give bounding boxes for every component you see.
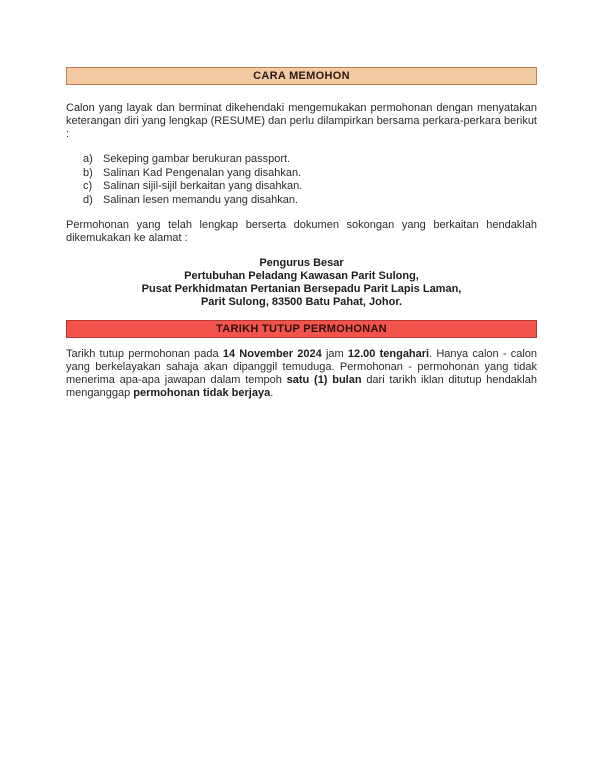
submit-instruction-paragraph: Permohonan yang telah lengkap berserta dokumen sokongan yang berkaitan hendaklah dikemukakan ke alamat : — [66, 219, 537, 244]
list-item-text: Salinan Kad Pengenalan yang disahkan. — [103, 166, 302, 179]
list-item-marker: a) — [83, 153, 93, 165]
list-item-marker: d) — [83, 193, 93, 206]
mailing-address — [66, 257, 537, 309]
list-item-marker: b) — [83, 166, 93, 179]
list-item-text: Sekeping gambar berukuran passport. — [103, 153, 291, 165]
address-line: Pertubuhan Peladang Kawasan Parit Sulong, — [184, 270, 419, 282]
intro-paragraph: Calon yang layak dan berminat dikehendaki mengemukakan permohonan dengan menyatakan keterangan diri yang lengkap (RESUME) dan perlu dilampirkan bersama perkara-perkara berikut : — [66, 102, 537, 140]
closing-date-paragraph: Tarikh tutup permohonan pada 14 November 2024 jam 12.00 tengahari. Hanya calon - calon yang berkelayakan sahaja akan dipanggil temuduga. Permohonan - permohonan yang tidak menerima apa-apa jawapan dalam tempoh satu (1) bulan dari tarikh iklan ditutup hendaklah menganggap permohonan tidak berjaya. — [66, 348, 538, 399]
address-line: Parit Sulong, 83500 Batu Pahat, Johor. — [200, 296, 403, 308]
list-item — [66, 180, 537, 194]
requirements-list — [66, 153, 537, 207]
section-header-cara-memohon: CARA MEMOHON — [66, 67, 537, 85]
list-item — [66, 153, 537, 167]
list-item-text: Salinan sijil-sijil berkaitan yang disahkan. — [103, 180, 303, 192]
list-item — [66, 167, 537, 181]
section-header-tarikh-tutup: TARIKH TUTUP PERMOHONAN — [66, 320, 537, 338]
address-line: Pusat Perkhidmatan Pertanian Bersepadu Parit Lapis Laman, — [141, 283, 462, 295]
list-item — [66, 194, 537, 208]
list-item-marker: c) — [83, 180, 93, 192]
list-item-text: Salinan lesen memandu yang disahkan. — [103, 193, 299, 206]
address-line: Pengurus Besar — [259, 257, 344, 269]
